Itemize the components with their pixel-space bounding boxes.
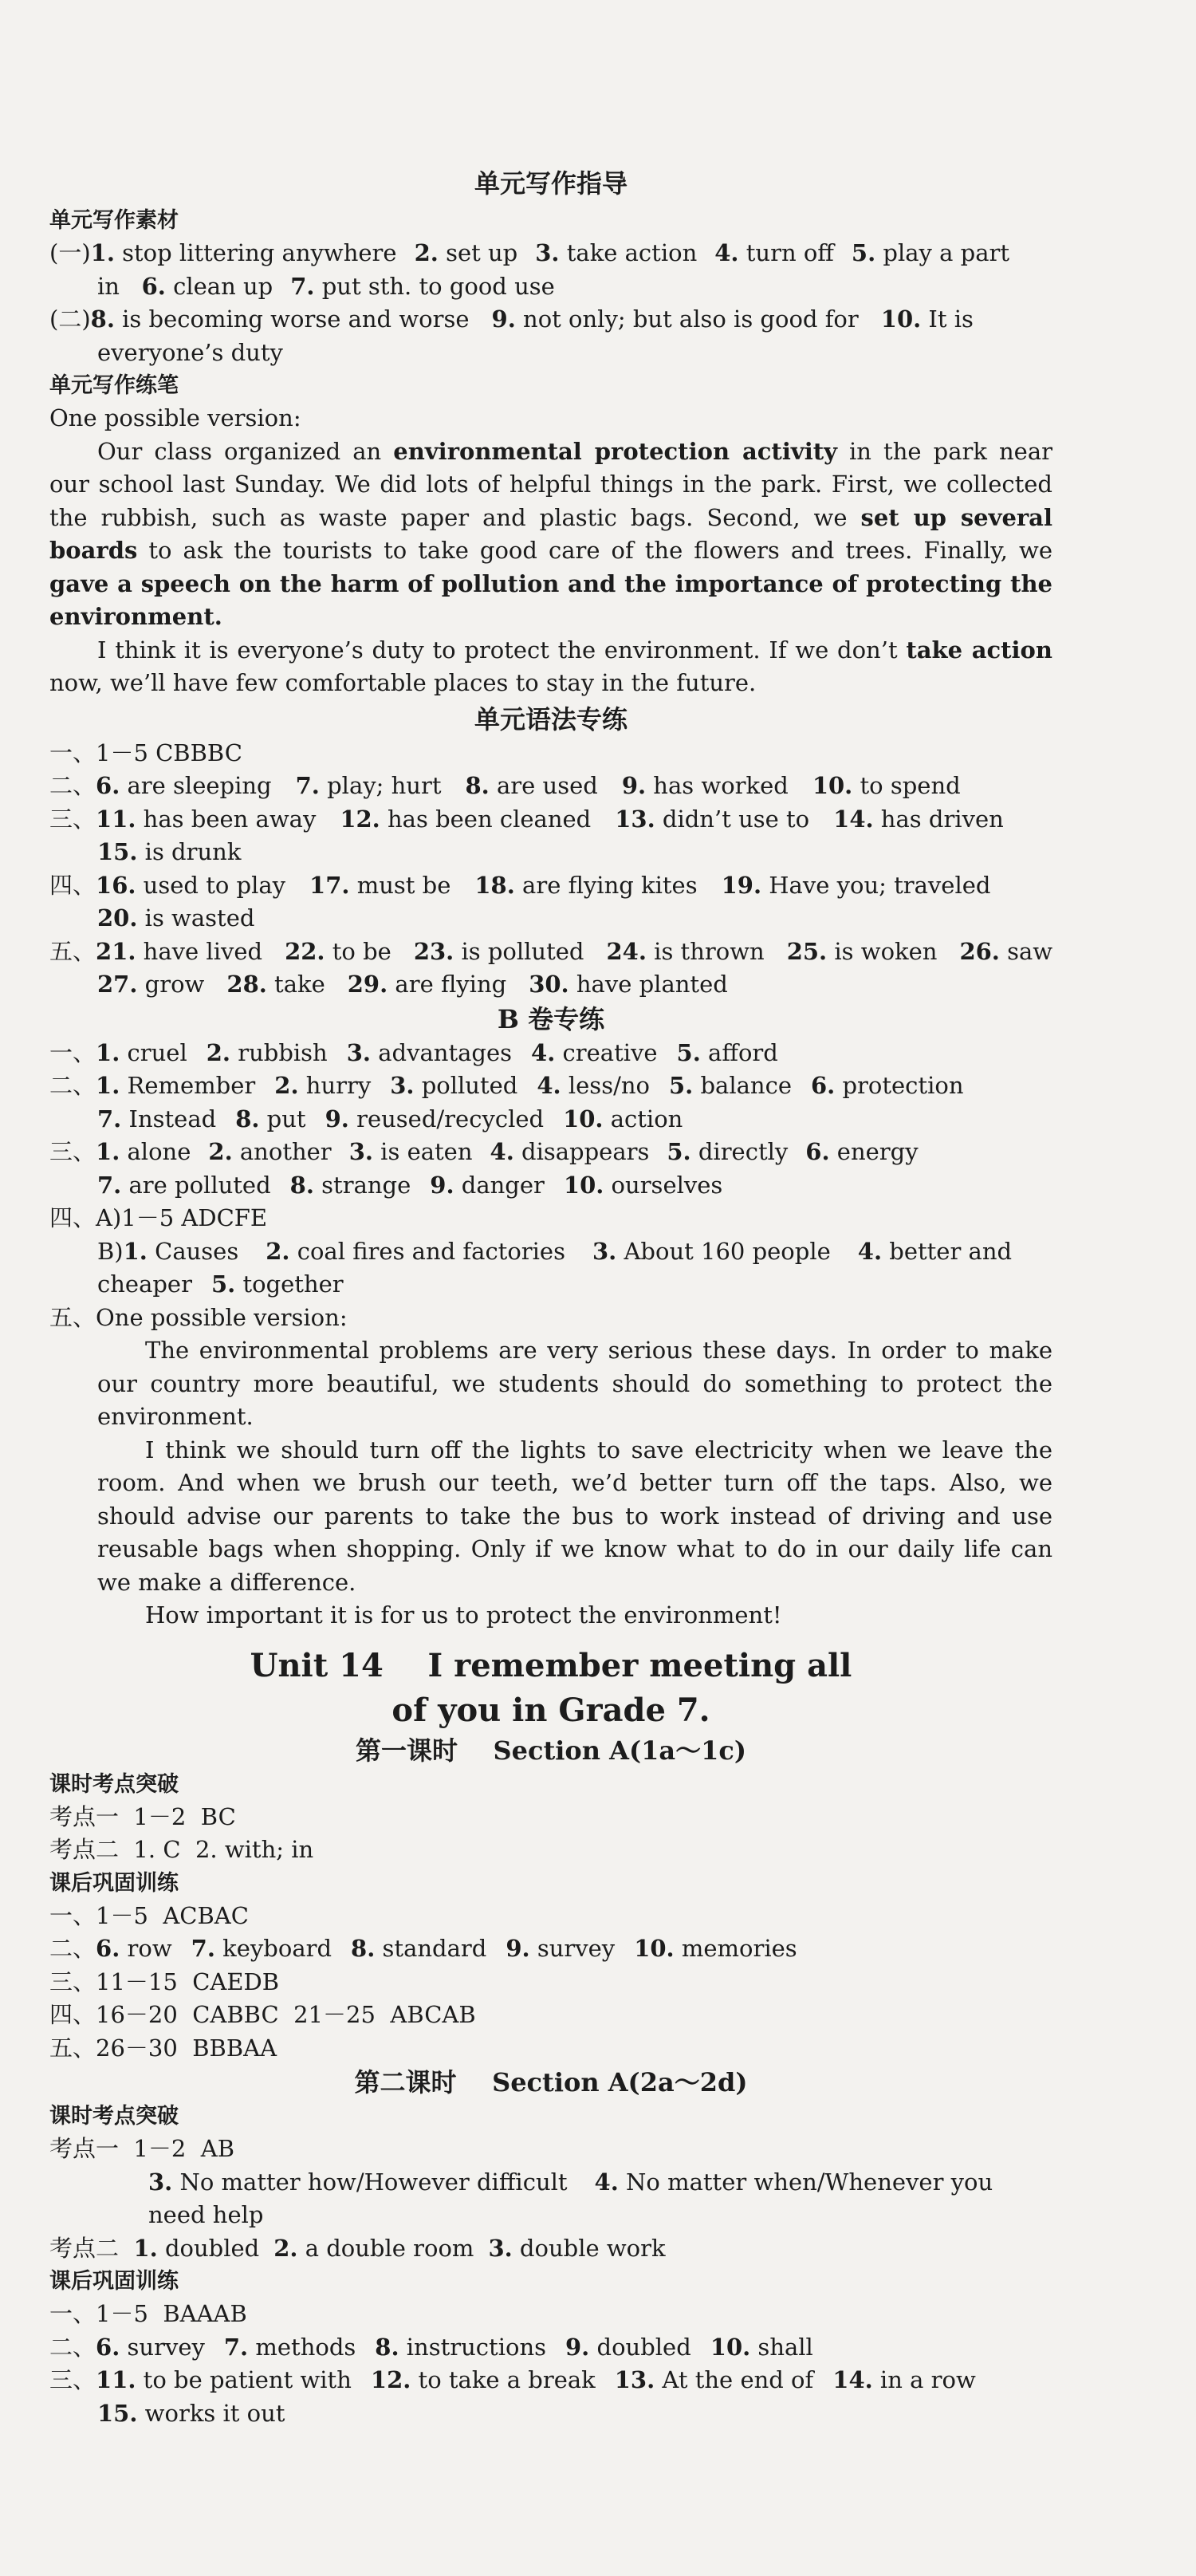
grammar-line-5b [49,968,1052,1002]
lesson2-p3 [49,2364,1052,2397]
label: 一、 [49,1038,96,1066]
answer-item: 1. alone [96,1138,191,1165]
item: 20. is wasted [97,904,255,932]
items [91,305,974,333]
answer-item: 11. has been away [96,805,317,833]
answer-item: 6. are sleeping [96,772,272,799]
answer-item: 10. memories [634,1935,797,1962]
b-line-4c [49,1268,1052,1302]
answer-item: 27. grow [97,971,205,998]
answer-item: 21. have lived [96,937,263,965]
answer-item: 8. put [235,1105,306,1132]
lesson2-p1: 一、1－5 BAAAB [49,2300,247,2327]
answer-item: 2. another [208,1138,332,1165]
answer-item: 8. standard [351,1935,487,1962]
b-line-4b [49,1235,1052,1269]
answer-item: 5. directly [667,1138,789,1165]
items [124,1238,1012,1265]
lesson2-kp-heading: 课时考点突破 [49,2104,179,2129]
text: Our class organized an [97,437,394,465]
section-title-b: B 卷专练 [497,1003,605,1034]
lesson1-kp-heading: 课时考点突破 [49,1771,179,1797]
items [97,1270,344,1298]
materials-line-1 [49,237,1052,270]
label: 考点二 [49,2234,120,2262]
answer-item: 29. are flying [347,971,507,998]
b-essay-p2: I think we should turn off the lights to save electricity when we leave the room. And when we brush our teeth, we’d better turn off the taps. Also, we should advise our parents to take the bus to work instead of driving and use reusable bags when shopping. Only if we know what to do in our daily life can we make a difference. [97,1436,1052,1596]
b-line-5: 五、One possible version: [49,1303,348,1331]
grammar-line-4b [49,902,1052,935]
lesson1-p1: 一、1－5 ACBAC [49,1901,249,1929]
items [97,1172,722,1199]
unit-title-line-2: of you in Grade 7. [391,1691,710,1729]
answer-item: 3. No matter how/However difficult [148,2168,568,2196]
answer-item: 8. strange [289,1171,411,1199]
answer-item: 6. clean up [141,272,273,300]
answer-item: 4. better and [857,1237,1013,1265]
answer-item: 8. is becoming worse and worse [90,305,470,333]
answer-item: 3. double work [488,2234,666,2262]
answer-item: 3. is eaten [348,1138,473,1165]
label: 二、 [49,2333,96,2361]
answer-item: 1. doubled [133,2234,260,2262]
label: 二、 [49,1935,96,1962]
answer-item: 23. is polluted [413,937,584,965]
lesson2-kp1: 考点一 1－2 AB [49,2135,235,2162]
answer-item: 5. play a part [851,239,1010,266]
lesson1-p2 [49,1932,1052,1966]
answer-item: 3. polluted [390,1072,518,1099]
answer-item: 14. has driven [833,805,1004,833]
answer-item: 6. row [96,1935,172,1962]
items [133,2235,665,2262]
answer-item: 9. reused/recycled [325,1105,545,1132]
bold-text: gave a speech on the harm of pollution and the importance of protecting the environment. [49,569,1052,630]
text: now, we’ll have few comfortable places to stay in the future. [49,669,757,696]
answer-item: 9. danger [430,1171,545,1199]
answer-item: 10. It is [880,305,974,333]
materials-line-2 [49,303,1052,337]
items [96,1935,797,1962]
b-line-2 [49,1069,1052,1103]
label: (一) [49,239,91,266]
items [97,1105,683,1132]
answer-item: 2. set up [414,239,518,266]
answer-item: 7. are polluted [97,1171,271,1199]
answer-item: 11. to be patient with [96,2366,352,2393]
answer-item: 16. used to play [96,871,286,899]
lesson1-kp2: 考点二 1. C 2. with; in [49,1836,314,1863]
materials-line-2b: everyone’s duty [97,338,283,366]
answer-item: 2. rubbish [206,1038,328,1066]
answer-item: cheaper [97,1270,192,1298]
items [97,971,728,998]
answer-item: 2. a double room [273,2234,474,2262]
answer-item: 4. No matter when/Whenever you [594,2168,993,2196]
answer-item: 2. hurry [274,1072,372,1099]
bold-text: take action [906,636,1052,664]
answer-item: 17. must be [309,871,451,899]
answer-item: 3. take action [535,239,698,266]
label: 三、 [49,2366,96,2393]
lesson1-kp1: 考点一 1－2 BC [49,1802,236,1830]
answer-item: 10. action [563,1105,683,1132]
unit-title-line-1: Unit 14 I remember meeting all [250,1646,852,1684]
answer-item: 1. Remember [96,1072,256,1099]
materials-line-1b [49,270,1052,304]
lesson1-title: 第一课时 Section A(1a～1c) [355,1735,747,1766]
label: (二) [49,305,91,333]
items [96,1138,919,1165]
b-line-3 [49,1136,1052,1169]
b-line-1 [49,1037,1052,1070]
b-essay-p3: How important it is for us to protect the environment! [145,1601,782,1629]
lesson2-kp1b [49,2166,1052,2200]
answer-item: 1. stop littering anywhere [90,239,397,266]
lesson1-p3: 三、11－15 CAEDB [49,1967,280,1995]
answer-item: 13. At the end of [614,2366,814,2393]
answer-item: 18. are flying kites [474,871,698,899]
grammar-line-3 [49,803,1052,837]
answer-item: 7. methods [223,2333,356,2361]
lesson2-kp1c: need help [148,2201,264,2228]
answer-item: 8. instructions [375,2333,546,2361]
b-line-3b [49,1169,1052,1203]
answer-item: 8. are used [465,772,598,799]
items [96,1039,778,1066]
lesson2-p3b: 15. works it out [97,2399,285,2427]
label: 二、 [49,772,96,799]
answer-item: 4. less/no [537,1072,650,1099]
grammar-line-4 [49,869,1052,903]
grammar-line-5 [49,935,1052,969]
answer-item: 6. protection [810,1072,964,1099]
b-line-4: 四、A)1－5 ADCFE [49,1204,268,1231]
materials-heading: 单元写作素材 [49,208,179,233]
section-title-grammar: 单元语法专练 [474,703,628,735]
items [96,772,961,799]
answer-item: 9. has worked [621,772,789,799]
lesson2-p2 [49,2331,1052,2365]
items [96,872,990,899]
lesson2-title: 第二课时 Section A(2a～2d) [354,2067,748,2097]
b-line-2b [49,1103,1052,1136]
answer-item: 6. survey [96,2333,205,2361]
answer-item: 9. doubled [565,2333,691,2361]
label: 三、 [49,805,96,833]
essay-paragraph-1 [49,435,1052,634]
answer-item: 25. is woken [786,937,938,965]
bold-text: environmental protection activity [393,437,837,465]
answer-item: 7. Instead [97,1105,217,1132]
answer-item: 13. didn’t use to [615,805,810,833]
grammar-line-1: 一、1－5 CBBBC [49,739,242,766]
answer-item: 3. About 160 people [592,1237,831,1265]
answer-item: 5. afford [676,1038,778,1066]
b-essay-p1: The environmental problems are very serious these days. In order to make our country more beautiful, we students should do something to protect the environment. [97,1337,1052,1430]
items [96,1072,963,1099]
answer-item: 14. in a row [832,2366,976,2393]
answer-item: 4. disappears [490,1138,650,1165]
items [142,273,555,300]
answer-item: 30. have planted [529,971,728,998]
answer-item: 10. shall [710,2333,813,2361]
items [148,2168,993,2196]
lesson2-practice-heading: 课后巩固训练 [49,2269,179,2294]
answer-item: 3. advantages [346,1038,513,1066]
answer-item: 10. to spend [812,772,961,799]
label: 四、 [49,871,96,899]
answer-item: 1. cruel [96,1038,187,1066]
answer-item: 4. turn off [714,239,834,266]
answer-item: 2. coal fires and factories [266,1237,565,1265]
answer-item: 5. balance [668,1072,792,1099]
answer-item: 9. survey [506,1935,616,1962]
practice-heading: 单元写作练笔 [49,373,179,398]
answer-content [49,166,1052,2430]
cont: in [97,272,120,300]
answer-item: 6. energy [805,1138,919,1165]
text: I think it is everyone’s duty to protect the environment. If we don’t [97,636,907,664]
item [91,239,1009,266]
answer-item: 22. to be [285,937,391,965]
grammar-line-2 [49,770,1052,803]
answer-item: 7. put sth. to good use [290,272,555,300]
items [96,805,1004,833]
essay-paragraph-2 [49,634,1052,700]
answer-item: 12. has been cleaned [340,805,592,833]
answer-item: 9. not only; but also is good for [491,305,859,333]
answer-item: 24. is thrown [606,937,765,965]
bold-text: set up several boards [49,503,1052,564]
items [96,938,1052,965]
items [96,2366,976,2393]
lesson1-practice-heading: 课后巩固训练 [49,1870,179,1896]
lesson2-kp2 [49,2232,1052,2266]
items [96,2334,813,2361]
label: B) [97,1237,124,1265]
label: 二、 [49,1072,96,1099]
item: 15. is drunk [97,838,242,865]
answer-item: 28. take [226,971,325,998]
answer-item: 7. play; hurt [295,772,442,799]
answer-item: 12. to take a break [370,2366,596,2393]
answer-item: 5. together [210,1270,344,1298]
section-title-writing: 单元写作指导 [474,168,628,199]
version-label: One possible version: [49,404,301,431]
grammar-line-3b [49,836,1052,869]
text: in the park near our school last Sunday. We did lots of helpful things in the park. First, we collected the rubbish, such as waste paper and plastic bags. Second, we [49,437,1052,531]
lesson1-p5: 五、26－30 BBBAA [49,2034,277,2062]
label: 五、 [49,937,96,965]
answer-item: 7. keyboard [191,1935,332,1962]
answer-item: 4. creative [531,1038,658,1066]
text: to ask the tourists to take good care of the flowers and trees. Finally, we [137,537,1052,564]
label: 三、 [49,1138,96,1165]
answer-item: 26. saw [959,937,1053,965]
lesson1-p4: 四、16－20 CABBC 21－25 ABCAB [49,2001,476,2028]
answer-item: 19. Have you; traveled [721,871,991,899]
answer-item: 1. Causes [123,1237,239,1265]
answer-item: 10. ourselves [563,1171,723,1199]
